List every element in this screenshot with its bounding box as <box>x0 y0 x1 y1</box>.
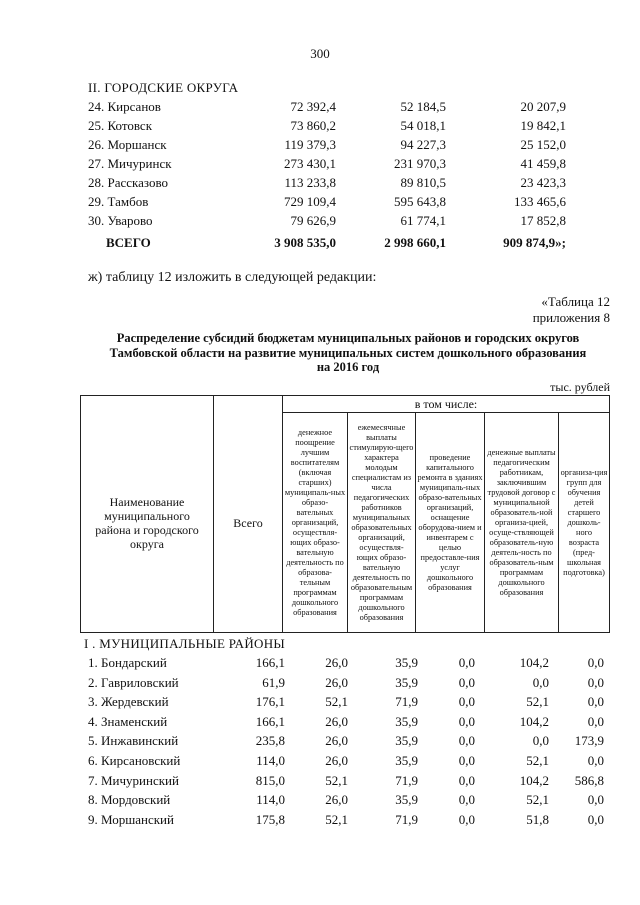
row-c3: 0,0 <box>458 792 475 808</box>
title-line-2: Тамбовской области на развитие муниципальных систем дошкольного образования <box>109 345 587 360</box>
row-value-3: 23 423,3 <box>520 175 566 190</box>
table-row <box>88 156 608 175</box>
row-value-3: 19 842,1 <box>520 118 566 133</box>
header-sub2: ежемесячные выплаты стимулирую-щего характера молодым специалистам из числа педагогических работников муниципальных образовательных организаций, осуществля-ющих образо-вательную деятельность по образовательным программам дошкольного образования <box>349 423 414 622</box>
row-value-2: 231 970,3 <box>394 156 446 171</box>
prev-table <box>88 99 608 254</box>
border-bottom <box>80 632 610 633</box>
row-name: 8. Мордовский <box>88 792 171 808</box>
row-c4: 52,1 <box>526 792 549 808</box>
row-value-2: 61 774,1 <box>400 213 446 228</box>
row-c5: 0,0 <box>587 674 604 690</box>
row-c1: 52,1 <box>325 772 348 788</box>
row-c3: 0,0 <box>458 674 475 690</box>
row-c3: 0,0 <box>458 655 475 670</box>
row-name: 4. Знаменский <box>88 713 168 729</box>
row-value-2: 52 184,5 <box>400 99 446 114</box>
row-value-3: 20 207,9 <box>520 99 566 114</box>
row-name: 26. Моршанск <box>88 137 167 152</box>
row-value-1: 73 860,2 <box>290 118 336 133</box>
row-name: 24. Кирсанов <box>88 99 161 114</box>
table-row <box>88 175 608 194</box>
row-c2: 35,9 <box>395 792 418 808</box>
table-row <box>84 812 610 832</box>
header-total: Всего <box>233 515 263 530</box>
row-total: 114,0 <box>256 752 285 768</box>
row-value-2: 94 227,3 <box>400 137 446 152</box>
header-sub5: организа-ция групп для обучения детей старшего дошколь-ного возраста (пред-школьная подготовка) <box>560 468 608 577</box>
table-row <box>84 733 610 753</box>
prev-section-title: II. ГОРОДСКИЕ ОКРУГА <box>88 80 239 95</box>
border-left <box>80 395 81 633</box>
table-row <box>84 792 610 812</box>
header-sub4: денежные выплаты педагогическим работникам, заключившим трудовой договор с муниципальной образователь-ной организа-цией, осуще-ствляющей образователь-ную деятель-ность по образователь-ным программам дошкольного образования <box>487 448 556 597</box>
row-c5: 586,8 <box>574 772 604 788</box>
table-row <box>88 137 608 156</box>
total-value-2: 2 998 660,1 <box>384 235 446 250</box>
row-c3: 0,0 <box>458 772 475 788</box>
total-value-1: 3 908 535,0 <box>274 235 336 250</box>
row-name: 1. Бондарский <box>88 655 167 670</box>
row-value-3: 17 852,8 <box>520 213 566 228</box>
table-title <box>88 331 608 375</box>
row-c3: 0,0 <box>458 694 475 710</box>
row-c2: 71,9 <box>395 694 418 710</box>
row-value-3: 25 152,0 <box>520 137 566 152</box>
row-c1: 26,0 <box>325 733 348 749</box>
header-name: Наименование муниципального района и городского округа <box>95 494 199 551</box>
row-value-2: 89 810,5 <box>400 175 446 190</box>
divider-sub3 <box>484 412 485 633</box>
table-row <box>84 753 610 773</box>
table-row <box>88 99 608 118</box>
row-name: 29. Тамбов <box>88 194 149 209</box>
row-c2: 35,9 <box>395 713 418 729</box>
row-c1: 26,0 <box>325 674 348 690</box>
row-c2: 35,9 <box>395 674 418 690</box>
table-row <box>84 773 610 793</box>
row-total: 114,0 <box>256 792 285 808</box>
row-c5: 0,0 <box>587 655 604 670</box>
row-value-1: 113 233,8 <box>284 175 336 190</box>
row-name: 28. Рассказово <box>88 175 169 190</box>
row-c3: 0,0 <box>458 811 475 827</box>
row-c4: 0,0 <box>532 674 549 690</box>
amendment-instruction: ж) таблицу 12 изложить в следующей редакции: <box>88 270 377 285</box>
row-c4: 104,2 <box>519 713 549 729</box>
row-name: 7. Мичуринский <box>88 772 179 788</box>
districts-table <box>84 655 610 831</box>
row-c5: 0,0 <box>587 713 604 729</box>
row-c4: 52,1 <box>526 752 549 768</box>
divider-sub2 <box>415 412 416 633</box>
title-line-3: на 2016 год <box>316 360 380 374</box>
divider-total <box>282 395 283 633</box>
row-name: 27. Мичуринск <box>88 156 172 171</box>
row-c4: 104,2 <box>519 772 549 788</box>
row-c5: 0,0 <box>587 694 604 710</box>
table-caption-line1: «Таблица 12 <box>541 294 610 309</box>
table-row <box>88 213 608 232</box>
row-c3: 0,0 <box>458 752 475 768</box>
total-label: ВСЕГО <box>106 235 151 250</box>
row-total: 61,9 <box>262 674 285 690</box>
row-c5: 173,9 <box>574 733 604 749</box>
row-c1: 26,0 <box>325 752 348 768</box>
divider-sub4 <box>558 412 559 633</box>
row-total: 166,1 <box>255 655 285 670</box>
row-c4: 0,0 <box>532 733 549 749</box>
row-c4: 51,8 <box>526 811 549 827</box>
units-label: тыс. рублей <box>550 380 610 394</box>
row-name: 6. Кирсановский <box>88 752 181 768</box>
row-value-1: 119 379,3 <box>284 137 336 152</box>
row-name: 3. Жердевский <box>88 694 169 710</box>
row-c2: 35,9 <box>395 733 418 749</box>
row-c3: 0,0 <box>458 713 475 729</box>
table-row <box>88 118 608 137</box>
row-c5: 0,0 <box>587 811 604 827</box>
row-total: 815,0 <box>255 772 285 788</box>
title-line-1: Распределение субсидий бюджетам муниципальных районов и городских округов <box>116 331 580 345</box>
row-c2: 71,9 <box>395 811 418 827</box>
total-row <box>88 235 608 254</box>
table-row <box>84 675 610 695</box>
table-header <box>80 395 610 633</box>
row-c1: 52,1 <box>325 694 348 710</box>
row-value-2: 595 643,8 <box>394 194 446 209</box>
row-c1: 26,0 <box>325 713 348 729</box>
row-c2: 71,9 <box>395 772 418 788</box>
row-value-3: 41 459,8 <box>520 156 566 171</box>
total-value-3: 909 874,9»; <box>503 235 566 250</box>
row-total: 175,8 <box>255 811 285 827</box>
row-value-3: 133 465,6 <box>514 194 566 209</box>
row-name: 5. Инжавинский <box>88 733 179 749</box>
table-row <box>84 655 610 675</box>
row-value-1: 72 392,4 <box>290 99 336 114</box>
row-name: 2. Гавриловский <box>88 674 179 690</box>
row-name: 30. Уварово <box>88 213 153 228</box>
row-name: 9. Моршанский <box>88 811 174 827</box>
row-c2: 35,9 <box>395 752 418 768</box>
section-title: I . МУНИЦИПАЛЬНЫЕ РАЙОНЫ <box>84 636 286 651</box>
row-c4: 104,2 <box>519 655 549 670</box>
row-name: 25. Котовск <box>88 118 153 133</box>
row-c5: 0,0 <box>587 792 604 808</box>
row-c4: 52,1 <box>526 694 549 710</box>
page-number: 300 <box>310 46 330 61</box>
header-including: в том числе: <box>414 397 478 411</box>
header-sub3: проведение капитального ремонта в зданиях муниципаль-ных образо-вательных организаций, оснащение оборудова-нием и инвентарем с целью предоставле-ния услуг дошкольного образования <box>417 453 483 592</box>
row-c3: 0,0 <box>458 733 475 749</box>
table-row <box>84 694 610 714</box>
row-total: 166,1 <box>255 713 285 729</box>
table-row <box>84 714 610 734</box>
header-sub1: денежное поощрение лучшим воспитателям (включая старших) муниципаль-ных образо-вательных организаций, осуществля-ющих образо-вательную деятельность по образова-тельным программам дошкольного образования <box>284 428 346 617</box>
row-value-1: 79 626,9 <box>290 213 336 228</box>
row-c1: 26,0 <box>325 655 348 670</box>
border-right <box>609 395 610 633</box>
row-value-1: 729 109,4 <box>284 194 336 209</box>
row-c2: 35,9 <box>395 655 418 670</box>
row-c5: 0,0 <box>587 752 604 768</box>
row-total: 176,1 <box>255 694 285 710</box>
divider-sub1 <box>347 412 348 633</box>
row-value-2: 54 018,1 <box>400 118 446 133</box>
row-c1: 52,1 <box>325 811 348 827</box>
divider-including <box>282 412 610 413</box>
row-total: 235,8 <box>255 733 285 749</box>
table-caption-line2: приложения 8 <box>532 310 610 325</box>
row-value-1: 273 430,1 <box>284 156 336 171</box>
row-c1: 26,0 <box>325 792 348 808</box>
table-row <box>88 194 608 213</box>
